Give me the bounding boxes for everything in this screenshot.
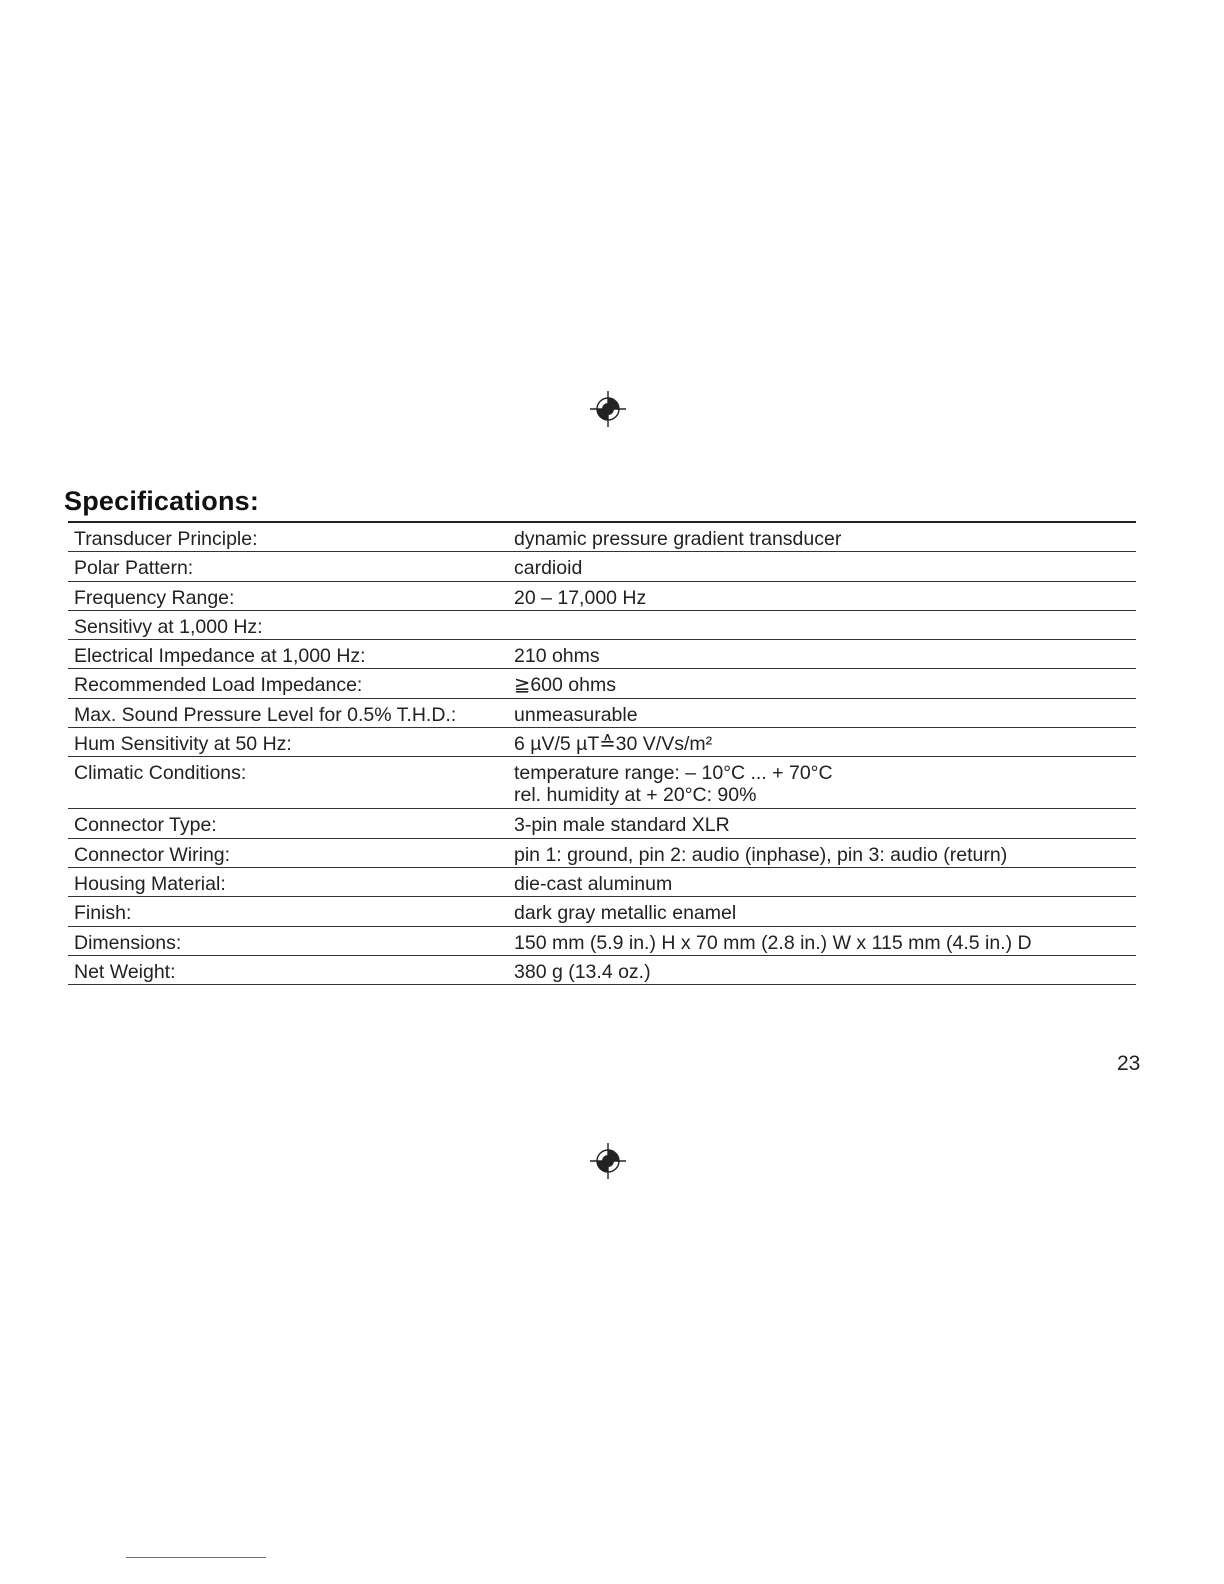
spec-value	[514, 611, 1136, 616]
spec-value	[514, 728, 1136, 755]
table-row	[68, 669, 1136, 698]
page-title: Specifications:	[64, 486, 260, 516]
spec-label: Connector Wiring:	[74, 843, 231, 866]
spec-label: Electrical Impedance at 1,000 Hz:	[74, 645, 366, 668]
table-row	[68, 868, 1136, 897]
table-row	[68, 582, 1136, 611]
spec-value	[514, 582, 1136, 609]
spec-value-line: dark gray metallic enamel	[514, 902, 737, 925]
table-row	[68, 552, 1136, 581]
spec-value-line: cardioid	[514, 557, 583, 580]
table-row	[68, 956, 1136, 985]
table-row	[68, 523, 1136, 552]
spec-value	[514, 523, 1136, 550]
table-row	[68, 728, 1136, 757]
spec-label: Recommended Load Impedance:	[74, 674, 363, 697]
table-row	[68, 839, 1136, 868]
spec-value	[514, 699, 1136, 726]
spec-value-line: 380 g (13.4 oz.)	[514, 960, 651, 983]
table-row	[68, 757, 1136, 809]
table-row	[68, 699, 1136, 728]
spec-value-line: temperature range: – 10°C ... + 70°C	[514, 762, 833, 785]
spec-label: Net Weight:	[74, 960, 176, 983]
spec-value	[514, 669, 1136, 696]
spec-value	[514, 927, 1136, 954]
spec-value-line: 150 mm (5.9 in.) H x 70 mm (2.8 in.) W x 115 mm (4.5 in.) D	[514, 931, 1032, 954]
spec-value	[514, 757, 1136, 806]
spec-label: Hum Sensitivity at 50 Hz:	[74, 733, 292, 756]
spec-value	[514, 552, 1136, 579]
spec-value-line: rel. humidity at + 20°C: 90%	[514, 784, 757, 807]
spec-label: Transducer Principle:	[74, 528, 258, 550]
table-row	[68, 611, 1136, 640]
spec-label: Housing Material:	[74, 872, 226, 895]
spec-value	[514, 839, 1136, 866]
table-row	[68, 897, 1136, 926]
spec-value-line: die-cast aluminum	[514, 872, 673, 895]
specifications-table	[68, 521, 1136, 985]
registration-mark-icon	[589, 390, 627, 428]
table-row	[68, 640, 1136, 669]
table-row	[68, 927, 1136, 956]
spec-value	[514, 897, 1136, 924]
spec-value-line: ≧600 ohms	[514, 674, 616, 697]
spec-value-line: unmeasurable	[514, 703, 638, 726]
spec-value-line: pin 1: ground, pin 2: audio (inphase), pin 3: audio (return)	[514, 843, 1008, 866]
spec-value-line: 20 – 17,000 Hz	[514, 586, 647, 609]
page-number: 23	[1117, 1052, 1141, 1075]
spec-value-line: dynamic pressure gradient transducer	[514, 528, 842, 550]
spec-label: Polar Pattern:	[74, 557, 194, 580]
spec-label: Sensitivy at 1,000 Hz:	[74, 615, 263, 638]
table-row	[68, 809, 1136, 838]
spec-label: Frequency Range:	[74, 586, 235, 609]
spec-value-line: 3-pin male standard XLR	[514, 814, 730, 837]
footer-divider	[126, 1557, 266, 1558]
spec-value	[514, 809, 1136, 836]
registration-mark-icon	[589, 1142, 627, 1180]
spec-value-line: 210 ohms	[514, 645, 600, 668]
spec-label: Connector Type:	[74, 814, 217, 837]
spec-value	[514, 640, 1136, 667]
spec-label: Dimensions:	[74, 931, 182, 954]
spec-value	[514, 868, 1136, 895]
spec-label: Climatic Conditions:	[74, 762, 247, 785]
spec-label: Max. Sound Pressure Level for 0.5% T.H.D.:	[74, 703, 457, 726]
spec-value	[514, 956, 1136, 983]
spec-value-line: 6 µV/5 µT≙30 V/Vs/m²	[514, 733, 713, 756]
spec-label: Finish:	[74, 902, 132, 925]
